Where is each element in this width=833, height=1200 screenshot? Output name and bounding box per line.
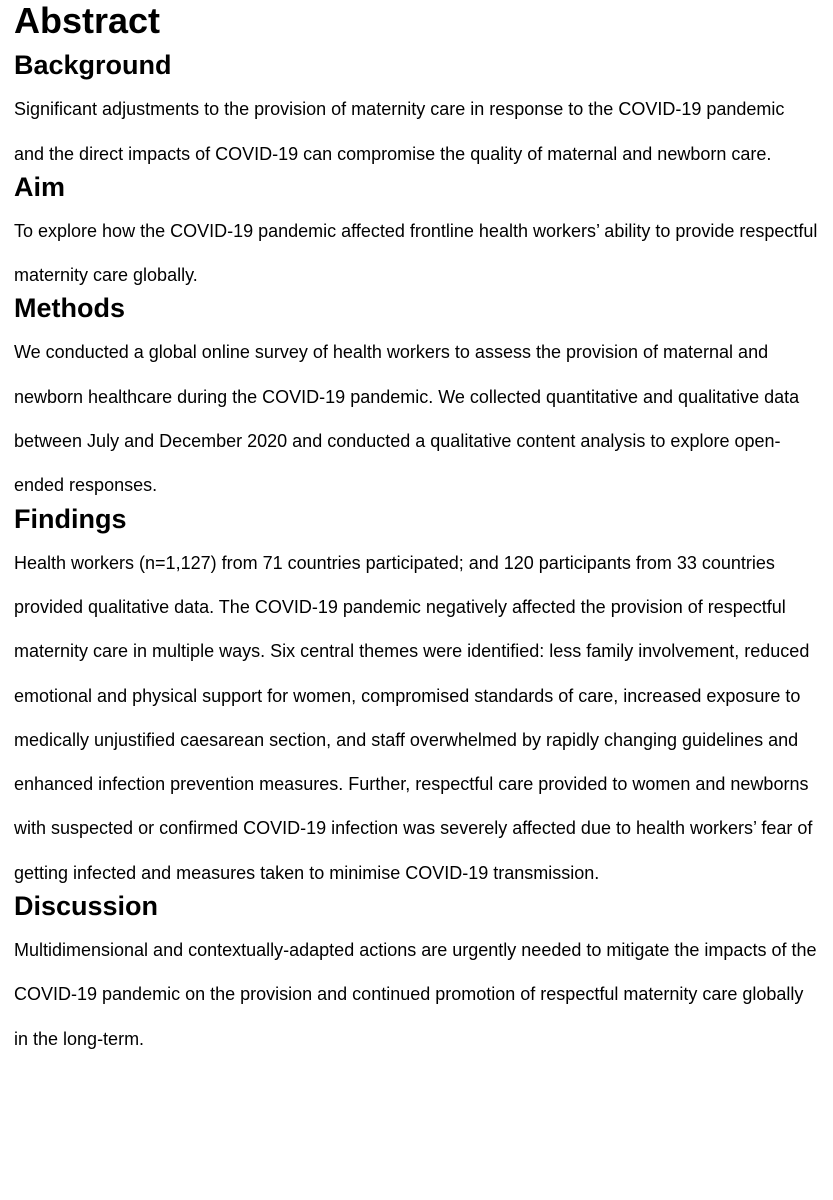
aim-text: To explore how the COVID-19 pandemic affected frontline health workers’ ability to provide respectful maternity care globally. bbox=[14, 220, 818, 286]
aim-heading: Aim bbox=[14, 171, 66, 202]
discussion-text: Multidimensional and contextually-adapted actions are urgently needed to mitigate the impacts of the COVID-19 pandemic on the provision and continued promotion of respectful maternity care globally in the long-term. bbox=[14, 940, 817, 1049]
findings-heading: Findings bbox=[14, 503, 127, 534]
abstract-page bbox=[14, 0, 819, 1061]
methods-text: We conducted a global online survey of health workers to assess the provision of maternal and newborn healthcare during the COVID-19 pandemic. We collected quantitative and qualitative data between July and December 2020 and conducted a qualitative content analysis to explore open-ended responses. bbox=[14, 342, 800, 496]
findings-text: Health workers (n=1,127) from 71 countries participated; and 120 participants from 33 countries provided qualitative data. The COVID-19 pandemic negatively affected the provision of respectful maternity care in multiple ways. Six central themes were identified: less family involvement, reduced emotional and physical support for women, compromised standards of care, increased exposure to medically unjustified caesarean section, and staff overwhelmed by rapidly changing guidelines and enhanced infection prevention measures. Further, respectful care provided to women and newborns with suspected or confirmed COVID-19 infection was severely affected due to health workers’ fear of getting infected and measures taken to minimise COVID-19 transmission. bbox=[14, 552, 813, 883]
abstract-title: Abstract bbox=[14, 0, 161, 41]
methods-heading: Methods bbox=[14, 293, 125, 324]
background-text: Significant adjustments to the provision of maternity care in response to the COVID-19 pandemic and the direct impacts of COVID-19 can compromise the quality of maternal and newborn care. bbox=[14, 99, 785, 164]
background-heading: Background bbox=[14, 50, 172, 81]
discussion-heading: Discussion bbox=[14, 891, 159, 922]
